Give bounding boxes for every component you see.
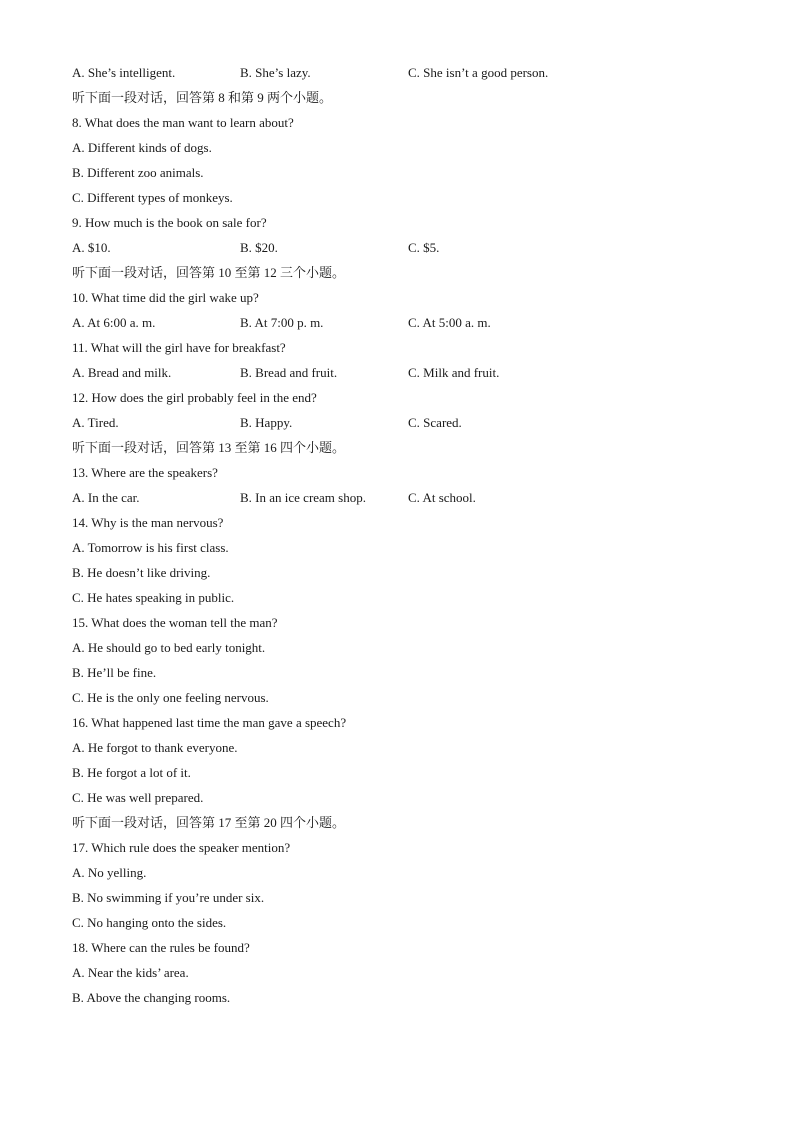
text-line: C. No hanging onto the sides. [72,915,227,930]
text-line: A. No yelling. [72,865,147,880]
options-row [72,485,762,510]
text-line: A. He forgot to thank everyone. [72,740,238,755]
options-row [72,60,762,85]
option-c: C. Milk and fruit. [408,365,500,380]
text-line: 17. Which rule does the speaker mention? [72,840,291,855]
text-line: 14. Why is the man nervous? [72,515,224,530]
option-a: A. In the car. [72,490,140,505]
text-line: 9. How much is the book on sale for? [72,215,267,230]
text-line: A. Tomorrow is his first class. [72,540,229,555]
options-row [72,310,762,335]
text-line: 12. How does the girl probably feel in the end? [72,390,317,405]
exam-page [72,60,762,1010]
option-b: B. Happy. [240,415,293,430]
options-row [72,360,762,385]
text-line: 11. What will the girl have for breakfast? [72,340,286,355]
option-b: B. At 7:00 p. m. [240,315,324,330]
text-line: 18. Where can the rules be found? [72,940,250,955]
text-line: B. He doesn’t like driving. [72,565,211,580]
text-line: C. Different types of monkeys. [72,190,233,205]
option-b: B. $20. [240,240,278,255]
option-c: C. $5. [408,240,440,255]
text-line: B. Different zoo animals. [72,165,204,180]
option-b: B. Bread and fruit. [240,365,338,380]
option-a: A. At 6:00 a. m. [72,315,156,330]
text-line: 听下面一段对话，回答第 10 至第 12 三个小题。 [72,265,346,280]
text-line: A. He should go to bed early tonight. [72,640,266,655]
text-line: B. No swimming if you’re under six. [72,890,265,905]
options-row [72,235,762,260]
option-c: C. At 5:00 a. m. [408,315,491,330]
text-line: C. He is the only one feeling nervous. [72,690,269,705]
text-line: C. He hates speaking in public. [72,590,235,605]
text-line: 8. What does the man want to learn about? [72,115,294,130]
text-line: B. He forgot a lot of it. [72,765,191,780]
text-line: 10. What time did the girl wake up? [72,290,259,305]
option-a: A. Tired. [72,415,119,430]
text-line: 15. What does the woman tell the man? [72,615,278,630]
text-line: 听下面一段对话，回答第 8 和第 9 两个小题。 [72,90,333,105]
option-a: A. $10. [72,240,111,255]
text-line: B. Above the changing rooms. [72,990,231,1005]
option-c: C. Scared. [408,415,462,430]
text-line: 16. What happened last time the man gave a speech? [72,715,347,730]
option-b: B. She’s lazy. [240,65,311,80]
option-a: A. She’s intelligent. [72,65,176,80]
text-line: A. Different kinds of dogs. [72,140,212,155]
text-line: B. He’ll be fine. [72,665,157,680]
option-c: C. She isn’t a good person. [408,65,549,80]
text-line: A. Near the kids’ area. [72,965,189,980]
options-row [72,410,762,435]
text-line: 13. Where are the speakers? [72,465,218,480]
text-line: C. He was well prepared. [72,790,204,805]
text-line: 听下面一段对话，回答第 13 至第 16 四个小题。 [72,440,346,455]
option-b: B. In an ice cream shop. [240,490,366,505]
text-line: 听下面一段对话，回答第 17 至第 20 四个小题。 [72,815,346,830]
option-c: C. At school. [408,490,476,505]
option-a: A. Bread and milk. [72,365,172,380]
